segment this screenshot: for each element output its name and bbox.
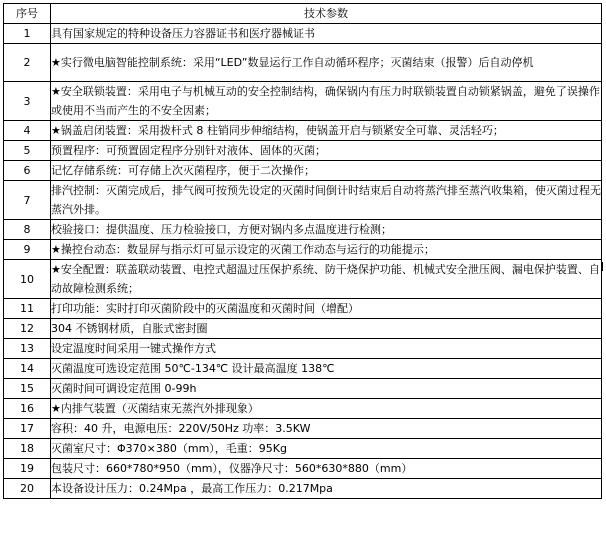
- table-row: [4, 379, 602, 399]
- row-index: 1: [4, 24, 51, 44]
- table-row: [4, 339, 602, 359]
- row-param: 具有国家规定的特种设备压力容器证书和医疗器械证书: [51, 24, 602, 44]
- row-param: 设定温度时间采用一键式操作方式: [51, 339, 602, 359]
- row-param: 304 不锈钢材质，自胀式密封圈: [51, 319, 602, 339]
- spec-table: [3, 3, 602, 499]
- row-index: 11: [4, 299, 51, 319]
- row-index: 17: [4, 419, 51, 439]
- row-index: 15: [4, 379, 51, 399]
- row-param: ★锅盖启闭装置：采用拨杆式 8 柱销同步伸缩结构，使锅盖开启与锁紧安全可靠、灵活轻巧；: [51, 121, 602, 141]
- header-index: 序号: [4, 4, 51, 24]
- table-row: [4, 479, 602, 499]
- edge-mark: [601, 262, 603, 271]
- row-param: ★安全联锁装置：采用电子与机械互动的安全控制结构，确保锅内有压力时联锁装置自动锁紧锅盖，避免了误操作或使用不当而产生的不安全因素；: [51, 82, 602, 121]
- table-row: [4, 82, 602, 121]
- row-index: 3: [4, 82, 51, 121]
- row-param: 容积：40 升，电源电压：220V/50Hz 功率：3.5KW: [51, 419, 602, 439]
- header-row: [4, 4, 602, 24]
- table-row: [4, 181, 602, 220]
- row-param: 灭菌时间可调设定范围 0-99h: [51, 379, 602, 399]
- row-param: 灭菌温度可选设定范围 50℃-134℃ 设计最高温度 138℃: [51, 359, 602, 379]
- row-index: 13: [4, 339, 51, 359]
- row-param: ★实行微电脑智能控制系统：采用“LED”数显运行工作自动循环程序；灭菌结束（报警）后自动停机: [51, 44, 602, 82]
- row-index: 6: [4, 161, 51, 181]
- table-row: [4, 24, 602, 44]
- table-row: [4, 260, 602, 299]
- row-index: 5: [4, 141, 51, 161]
- row-index: 7: [4, 181, 51, 220]
- row-param: ★操控台动态：数显屏与指示灯可显示设定的灭菌工作动态与运行的功能提示；: [51, 240, 602, 260]
- table-row: [4, 319, 602, 339]
- row-index: 20: [4, 479, 51, 499]
- table-row: [4, 240, 602, 260]
- table-row: [4, 141, 602, 161]
- table-row: [4, 44, 602, 82]
- row-param: 包装尺寸：660*780*950（mm），仪器净尺寸：560*630*880（mm）: [51, 459, 602, 479]
- table-row: [4, 161, 602, 181]
- header-params: 技术参数: [51, 4, 602, 24]
- row-index: 18: [4, 439, 51, 459]
- row-index: 4: [4, 121, 51, 141]
- row-index: 19: [4, 459, 51, 479]
- table-row: [4, 121, 602, 141]
- row-param: 打印功能：实时打印灭菌阶段中的灭菌温度和灭菌时间（增配）: [51, 299, 602, 319]
- row-index: 16: [4, 399, 51, 419]
- spec-table-body: [4, 24, 602, 499]
- row-index: 9: [4, 240, 51, 260]
- row-param: 校验接口：提供温度、压力检验接口，方便对锅内多点温度进行检测；: [51, 220, 602, 240]
- row-index: 2: [4, 44, 51, 82]
- row-param: ★安全配置：联盖联动装置、电控式超温过压保护系统、防干烧保护功能、机械式安全泄压阀、漏电保护装置、自动故障检测系统；: [51, 260, 602, 299]
- row-param: 记忆存储系统：可存储上次灭菌程序，便于二次操作；: [51, 161, 602, 181]
- row-param: 本设备设计压力：0.24Mpa ，最高工作压力：0.217Mpa: [51, 479, 602, 499]
- table-row: [4, 439, 602, 459]
- row-param: 排汽控制：灭菌完成后，排气阀可按预先设定的灭菌时间倒计时结束后自动将蒸汽排至蒸汽收集箱，使灭菌过程无蒸汽外排。: [51, 181, 602, 220]
- row-param: ★内排气装置（灭菌结束无蒸汽外排现象）: [51, 399, 602, 419]
- table-row: [4, 459, 602, 479]
- row-index: 8: [4, 220, 51, 240]
- row-index: 14: [4, 359, 51, 379]
- table-row: [4, 419, 602, 439]
- table-row: [4, 299, 602, 319]
- row-index: 12: [4, 319, 51, 339]
- table-row: [4, 399, 602, 419]
- table-row: [4, 359, 602, 379]
- row-param: 灭菌室尺寸：Φ370×380（mm），毛重：95Kg: [51, 439, 602, 459]
- row-index: 10: [4, 260, 51, 299]
- table-row: [4, 220, 602, 240]
- row-param: 预置程序：可预置固定程序分别针对液体、固体的灭菌；: [51, 141, 602, 161]
